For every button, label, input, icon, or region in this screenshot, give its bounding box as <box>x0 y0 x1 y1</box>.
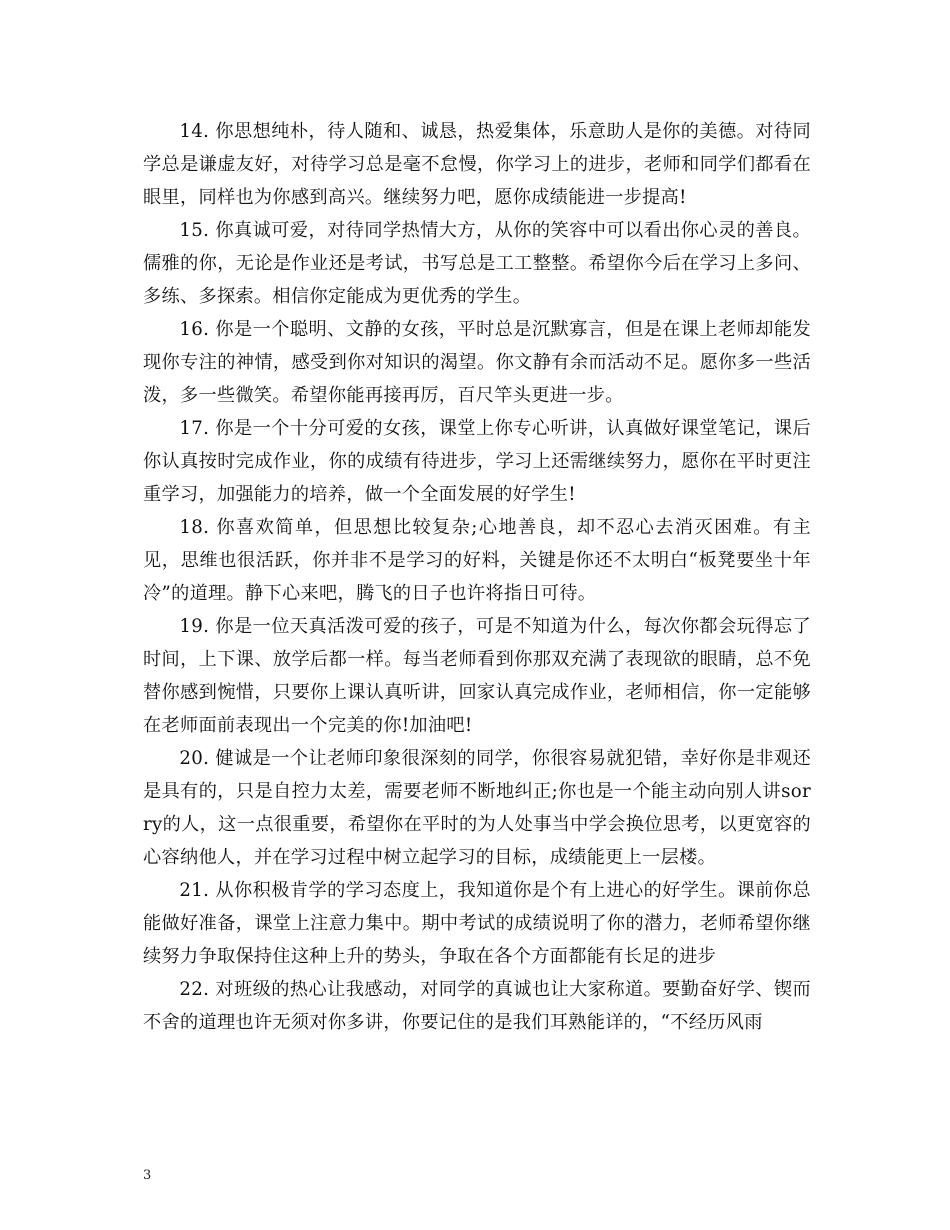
paragraph-line: 冷”的道理。静下心来吧，腾飞的日子也许将指日可待。 <box>143 583 597 604</box>
paragraph-line: 后你认真按时完成作业，你的成绩有待进步，学习上还需继续努力，愿你在平时 <box>143 418 811 472</box>
paragraph-line: 22. 对班级的热心让我感动，对同学的真诚也让大家称道。要勤奋好学、锲 <box>179 979 793 1000</box>
paragraph-line: 同学总是谦虚友好，对待学习总是毫不怠慢，你学习上的进步，老师和同学们都 <box>143 121 811 175</box>
paragraph-line: 些活泼，多一些微笑。希望你能再接再厉，百尺竿头更进一步。 <box>143 352 811 406</box>
paragraph-line: 思维也很活跃，你并非不是学习的好料，关键是你还不太明白“板凳要坐十年 <box>180 550 811 571</box>
paragraph-line: 18. 你喜欢简单，但思想比较复杂;心地善良，却不忍心去消灭困难。有主见， <box>143 517 811 571</box>
paragraph-line: 定能够在老师面前表现出一个完美的你!加油吧! <box>143 682 811 736</box>
paragraph-line: sorry的人，这一点很重要，希望你在平时的为人处事当中学会换位思考，以更宽 <box>143 781 811 835</box>
paragraph-line: 儒雅的你，无论是作业还是考试，书写总是工工整整。希望你今后在学习上多问、 <box>143 253 811 274</box>
paragraph-20 <box>143 742 811 874</box>
paragraph-18 <box>143 511 811 610</box>
paragraph-line: 14. 你思想纯朴，待人随和、诚恳，热爱集体，乐意助人是你的美德。对待 <box>179 121 793 142</box>
paragraph-line: 21. 从你积极肯学的学习态度上，我知道你是个有上进心的好学生。课前你 <box>179 880 793 901</box>
paragraph-line: 不免替你感到惋惜，只要你上课认真听讲，回家认真完成作业，老师相信，你一 <box>143 649 811 703</box>
document-body <box>143 115 811 1039</box>
paragraph-line: 看在眼里，同样也为你感到高兴。继续努力吧，愿你成绩能进一步提高! <box>143 154 811 208</box>
paragraph-14 <box>143 115 811 214</box>
paragraph-line: 20. 健诚是一个让老师印象很深刻的同学，你很容易就犯错，幸好你是非观 <box>179 748 793 769</box>
paragraph-15 <box>143 214 811 313</box>
paragraph-line: 17. 你是一个十分可爱的女孩，课堂上你专心听讲，认真做好课堂笔记，课 <box>179 418 793 439</box>
paragraph-line: 容的心容纳他人，并在学习过程中树立起学习的目标，成绩能更上一层楼。 <box>143 814 811 868</box>
paragraph-line: 你继续努力争取保持住这种上升的势头，争取在各个方面都能有长足的进步 <box>143 913 811 967</box>
paragraph-line: 总能做好准备，课堂上注意力集中。期中考试的成绩说明了你的潜力，老师希望 <box>143 880 811 934</box>
paragraph-line: 多练、多探索。相信你定能成为更优秀的学生。 <box>143 286 532 307</box>
paragraph-line: 15. 你真诚可爱，对待同学热情大方，从你的笑容中可以看出你心灵的善良。 <box>179 220 811 241</box>
paragraph-line: 更注重学习，加强能力的培养，做一个全面发展的好学生! <box>143 451 811 505</box>
paragraph-21 <box>143 874 811 973</box>
paragraph-line: 了时间，上下课、放学后都一样。每当老师看到你那双充满了表现欲的眼睛，总 <box>143 616 811 670</box>
paragraph-16 <box>143 313 811 412</box>
paragraph-line: 而不舍的道理也许无须对你多讲，你要记住的是我们耳熟能详的，“不经历风雨 <box>143 979 811 1033</box>
page-number: 3 <box>143 1168 152 1183</box>
paragraph-line: 16. 你是一个聪明、文静的女孩，平时总是沉默寡言，但是在课上老师却能 <box>179 319 793 340</box>
paragraph-19 <box>143 610 811 742</box>
paragraph-17 <box>143 412 811 511</box>
paragraph-22 <box>143 973 811 1039</box>
paragraph-line: 发现你专注的神情，感受到你对知识的渴望。你文静有余而活动不足。愿你多一 <box>143 319 811 373</box>
paragraph-line: 还是具有的，只是自控力太差，需要老师不断地纠正;你也是一个能主动向别人讲 <box>143 748 811 802</box>
paragraph-line: 19. 你是一位天真活泼可爱的孩子，可是不知道为什么，每次你都会玩得忘 <box>179 616 793 637</box>
